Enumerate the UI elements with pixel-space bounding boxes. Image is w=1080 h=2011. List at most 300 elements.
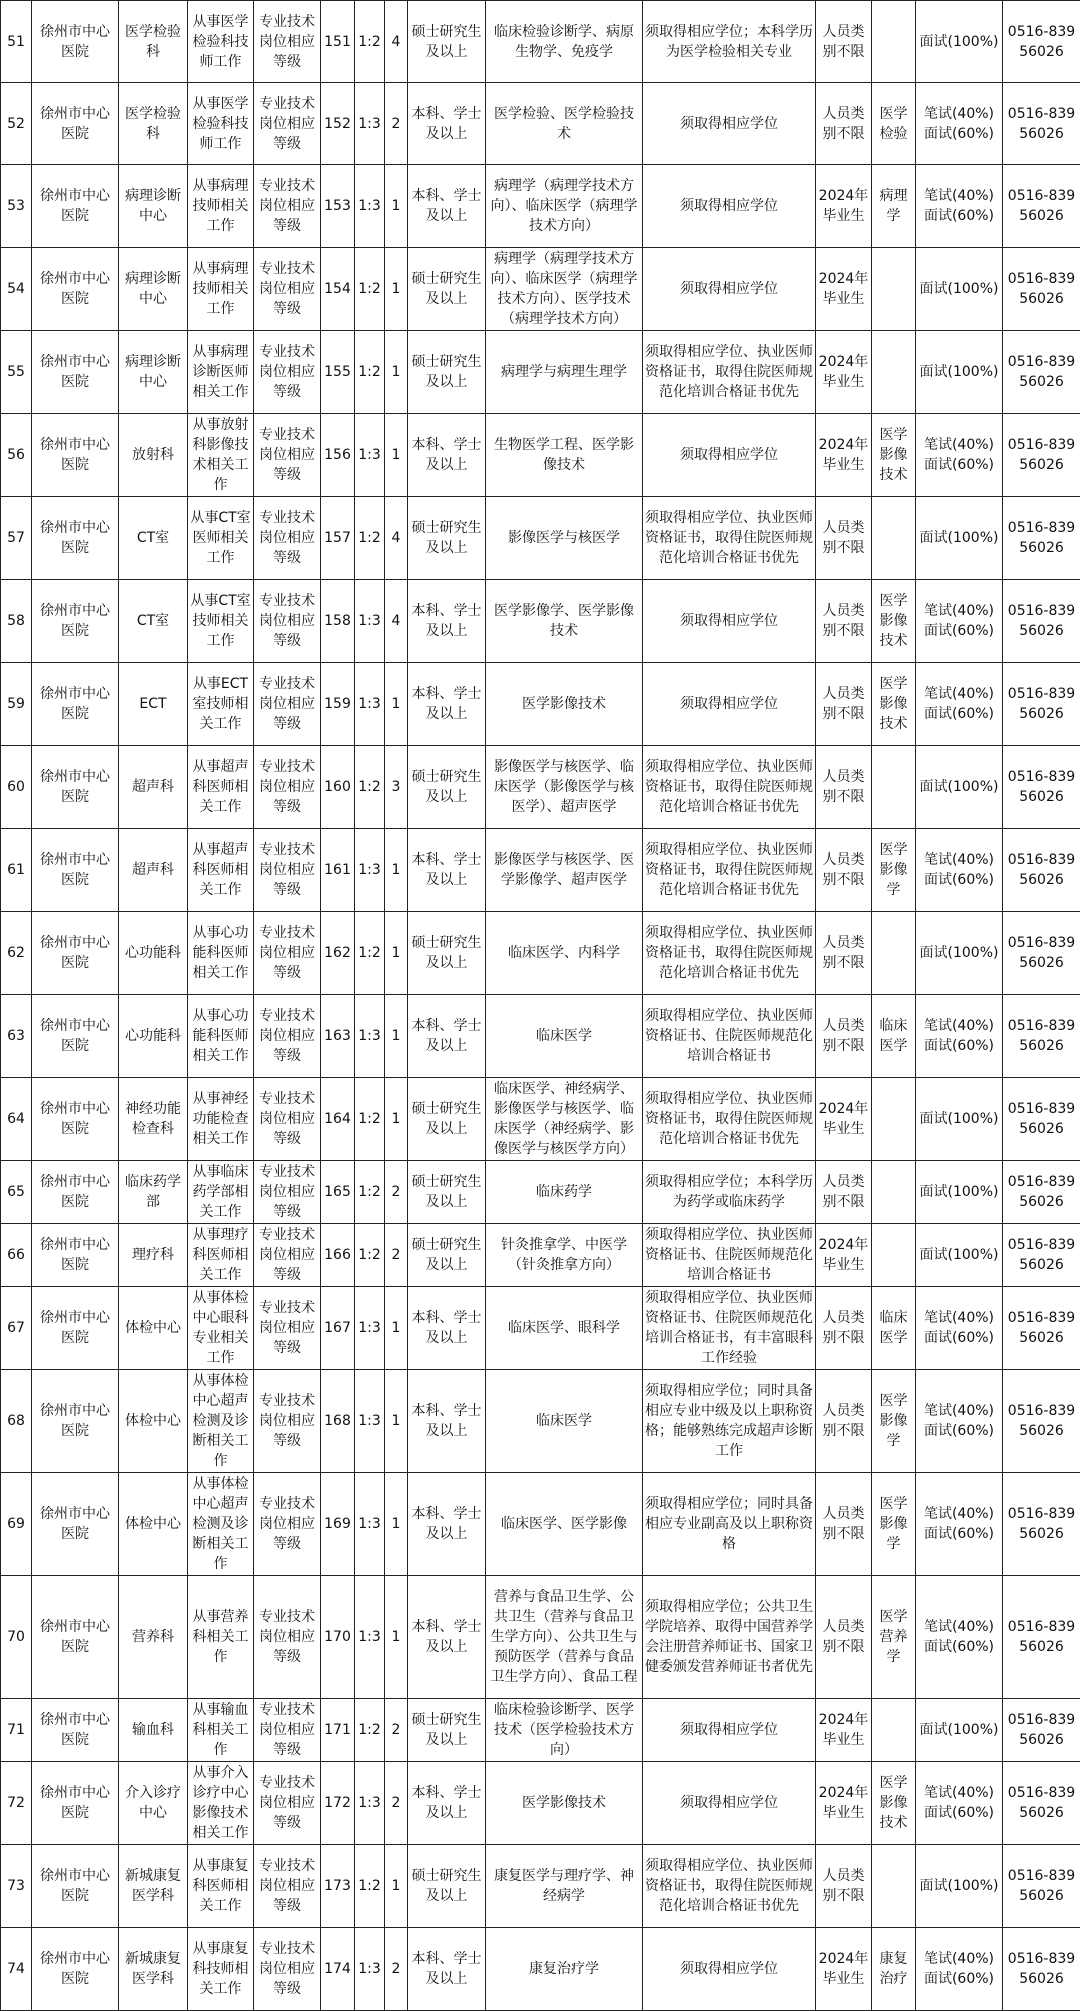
requirements-cell: 须取得相应学位 [643, 580, 816, 663]
education-cell: 硕士研究生及以上 [408, 497, 486, 580]
job-description-cell: 从事体检中心超声检测及诊断相关工作 [188, 1370, 254, 1473]
table-row [1, 1161, 1080, 1224]
exam-method-cell: 面试(100%) [916, 1845, 1003, 1928]
target-group-cell: 人员类别不限 [816, 1, 872, 83]
hire-count-cell: 1 [385, 912, 408, 995]
major-cell: 影像医学与核医学、医学影像学、超声医学 [486, 829, 643, 912]
contact-phone-cell: 0516-83956026 [1003, 829, 1080, 912]
major-cell: 康复医学与理疗学、神经病学 [486, 1845, 643, 1928]
target-group-cell: 人员类别不限 [816, 746, 872, 829]
education-cell: 硕士研究生及以上 [408, 1699, 486, 1762]
requirements-cell: 须取得相应学位 [643, 1762, 816, 1845]
exam-subject-cell [872, 1078, 916, 1161]
department-cell: 心功能科 [119, 995, 188, 1078]
department-cell: CT室 [119, 497, 188, 580]
row-number-cell: 59 [1, 663, 32, 746]
exam-method-cell: 面试(100%) [916, 1699, 1003, 1762]
position-code-cell: 162 [321, 912, 355, 995]
table-row [1, 165, 1080, 248]
unit-name-cell: 徐州市中心医院 [32, 1762, 119, 1845]
target-group-cell: 2024年毕业生 [816, 331, 872, 414]
department-cell: 体检中心 [119, 1370, 188, 1473]
table-row [1, 1699, 1080, 1762]
exam-ratio-cell: 1:2 [355, 1845, 385, 1928]
requirements-cell: 须取得相应学位 [643, 248, 816, 331]
department-cell: 放射科 [119, 414, 188, 497]
hire-count-cell: 1 [385, 829, 408, 912]
hire-count-cell: 1 [385, 1845, 408, 1928]
unit-name-cell: 徐州市中心医院 [32, 248, 119, 331]
table-row [1, 1473, 1080, 1576]
row-number-cell: 61 [1, 829, 32, 912]
requirements-cell: 须取得相应学位、执业医师资格证书，取得住院医师规范化培训合格证书优先 [643, 1078, 816, 1161]
education-cell: 硕士研究生及以上 [408, 1, 486, 83]
row-number-cell: 60 [1, 746, 32, 829]
requirements-cell: 须取得相应学位、执业医师资格证书、住院医师规范化培训合格证书 [643, 1224, 816, 1287]
major-cell: 临床医学 [486, 1370, 643, 1473]
exam-method-cell: 笔试(40%)面试(60%) [916, 1928, 1003, 2011]
row-number-cell: 63 [1, 995, 32, 1078]
job-level-cell: 专业技术岗位相应等级 [254, 1370, 321, 1473]
table-row [1, 1, 1080, 83]
unit-name-cell: 徐州市中心医院 [32, 1845, 119, 1928]
exam-ratio-cell: 1:2 [355, 1078, 385, 1161]
target-group-cell: 2024年毕业生 [816, 1078, 872, 1161]
job-description-cell: 从事CT室技师相关工作 [188, 580, 254, 663]
major-cell: 医学影像技术 [486, 663, 643, 746]
table-row [1, 1845, 1080, 1928]
job-description-cell: 从事病理技师相关工作 [188, 248, 254, 331]
job-description-cell: 从事神经功能检查相关工作 [188, 1078, 254, 1161]
position-code-cell: 163 [321, 995, 355, 1078]
target-group-cell: 人员类别不限 [816, 497, 872, 580]
target-group-cell: 人员类别不限 [816, 995, 872, 1078]
education-cell: 本科、学士及以上 [408, 414, 486, 497]
unit-name-cell: 徐州市中心医院 [32, 995, 119, 1078]
requirements-cell: 须取得相应学位；本科学历为医学检验相关专业 [643, 1, 816, 83]
job-level-cell: 专业技术岗位相应等级 [254, 1287, 321, 1370]
job-level-cell: 专业技术岗位相应等级 [254, 1762, 321, 1845]
contact-phone-cell: 0516-83956026 [1003, 83, 1080, 165]
exam-ratio-cell: 1:3 [355, 1370, 385, 1473]
row-number-cell: 68 [1, 1370, 32, 1473]
hire-count-cell: 1 [385, 663, 408, 746]
contact-phone-cell: 0516-83956026 [1003, 1161, 1080, 1224]
department-cell: 病理诊断中心 [119, 331, 188, 414]
exam-ratio-cell: 1:3 [355, 1576, 385, 1699]
major-cell: 医学影像学、医学影像技术 [486, 580, 643, 663]
exam-subject-cell: 医学影像技术 [872, 663, 916, 746]
contact-phone-cell: 0516-83956026 [1003, 497, 1080, 580]
requirements-cell: 须取得相应学位、执业医师资格证书，取得住院医师规范化培训合格证书优先 [643, 829, 816, 912]
hire-count-cell: 2 [385, 1699, 408, 1762]
exam-method-cell: 面试(100%) [916, 248, 1003, 331]
hire-count-cell: 1 [385, 1078, 408, 1161]
exam-subject-cell [872, 497, 916, 580]
target-group-cell: 2024年毕业生 [816, 1224, 872, 1287]
target-group-cell: 人员类别不限 [816, 1370, 872, 1473]
job-level-cell: 专业技术岗位相应等级 [254, 1576, 321, 1699]
table-row [1, 497, 1080, 580]
department-cell: 营养科 [119, 1576, 188, 1699]
major-cell: 病理学与病理生理学 [486, 331, 643, 414]
job-level-cell: 专业技术岗位相应等级 [254, 1473, 321, 1576]
requirements-cell: 须取得相应学位、执业医师资格证书、住院医师规范化培训合格证书 [643, 995, 816, 1078]
education-cell: 本科、学士及以上 [408, 663, 486, 746]
row-number-cell: 54 [1, 248, 32, 331]
table-row [1, 1928, 1080, 2011]
job-description-cell: 从事CT室医师相关工作 [188, 497, 254, 580]
major-cell: 影像医学与核医学 [486, 497, 643, 580]
exam-ratio-cell: 1:2 [355, 912, 385, 995]
education-cell: 本科、学士及以上 [408, 83, 486, 165]
row-number-cell: 64 [1, 1078, 32, 1161]
row-number-cell: 71 [1, 1699, 32, 1762]
job-description-cell: 从事介入诊疗中心影像技术相关工作 [188, 1762, 254, 1845]
contact-phone-cell: 0516-83956026 [1003, 1370, 1080, 1473]
position-code-cell: 165 [321, 1161, 355, 1224]
requirements-cell: 须取得相应学位 [643, 1928, 816, 2011]
major-cell: 针灸推拿学、中医学（针灸推拿方向） [486, 1224, 643, 1287]
table-row [1, 663, 1080, 746]
exam-method-cell: 笔试(40%)面试(60%) [916, 663, 1003, 746]
major-cell: 康复治疗学 [486, 1928, 643, 2011]
department-cell: 新城康复医学科 [119, 1928, 188, 2011]
major-cell: 临床医学 [486, 995, 643, 1078]
hire-count-cell: 1 [385, 1287, 408, 1370]
contact-phone-cell: 0516-83956026 [1003, 995, 1080, 1078]
exam-subject-cell: 医学影像技术 [872, 1762, 916, 1845]
contact-phone-cell: 0516-83956026 [1003, 1845, 1080, 1928]
requirements-cell: 须取得相应学位 [643, 83, 816, 165]
unit-name-cell: 徐州市中心医院 [32, 1576, 119, 1699]
requirements-cell: 须取得相应学位、执业医师资格证书，取得住院医师规范化培训合格证书优先 [643, 746, 816, 829]
row-number-cell: 53 [1, 165, 32, 248]
exam-method-cell: 面试(100%) [916, 497, 1003, 580]
job-description-cell: 从事营养科相关工作 [188, 1576, 254, 1699]
exam-method-cell: 笔试(40%)面试(60%) [916, 1762, 1003, 1845]
table-row [1, 1762, 1080, 1845]
contact-phone-cell: 0516-83956026 [1003, 1762, 1080, 1845]
education-cell: 硕士研究生及以上 [408, 331, 486, 414]
job-description-cell: 从事放射科影像技术相关工作 [188, 414, 254, 497]
exam-ratio-cell: 1:2 [355, 331, 385, 414]
education-cell: 本科、学士及以上 [408, 1370, 486, 1473]
contact-phone-cell: 0516-83956026 [1003, 1576, 1080, 1699]
major-cell: 临床检验诊断学、病原生物学、免疫学 [486, 1, 643, 83]
job-level-cell: 专业技术岗位相应等级 [254, 83, 321, 165]
position-code-cell: 158 [321, 580, 355, 663]
major-cell: 临床检验诊断学、医学技术（医学检验技术方向） [486, 1699, 643, 1762]
target-group-cell: 人员类别不限 [816, 912, 872, 995]
contact-phone-cell: 0516-83956026 [1003, 248, 1080, 331]
exam-subject-cell: 医学影像学 [872, 829, 916, 912]
job-level-cell: 专业技术岗位相应等级 [254, 580, 321, 663]
position-code-cell: 159 [321, 663, 355, 746]
job-description-cell: 从事康复科医师相关工作 [188, 1845, 254, 1928]
unit-name-cell: 徐州市中心医院 [32, 83, 119, 165]
position-code-cell: 173 [321, 1845, 355, 1928]
department-cell: 输血科 [119, 1699, 188, 1762]
exam-subject-cell: 医学营养学 [872, 1576, 916, 1699]
job-description-cell: 从事输血科相关工作 [188, 1699, 254, 1762]
position-code-cell: 161 [321, 829, 355, 912]
exam-ratio-cell: 1:3 [355, 414, 385, 497]
requirements-cell: 须取得相应学位；同时具备相应专业中级及以上职称资格；能够熟练完成超声诊断工作 [643, 1370, 816, 1473]
unit-name-cell: 徐州市中心医院 [32, 746, 119, 829]
hire-count-cell: 1 [385, 1576, 408, 1699]
unit-name-cell: 徐州市中心医院 [32, 1473, 119, 1576]
table-row [1, 331, 1080, 414]
exam-ratio-cell: 1:2 [355, 1161, 385, 1224]
department-cell: 病理诊断中心 [119, 165, 188, 248]
contact-phone-cell: 0516-83956026 [1003, 1224, 1080, 1287]
exam-ratio-cell: 1:2 [355, 746, 385, 829]
exam-subject-cell: 临床医学 [872, 1287, 916, 1370]
exam-ratio-cell: 1:2 [355, 1, 385, 83]
job-description-cell: 从事体检中心超声检测及诊断相关工作 [188, 1473, 254, 1576]
contact-phone-cell: 0516-83956026 [1003, 1473, 1080, 1576]
position-code-cell: 168 [321, 1370, 355, 1473]
position-code-cell: 166 [321, 1224, 355, 1287]
position-code-cell: 151 [321, 1, 355, 83]
major-cell: 营养与食品卫生学、公共卫生（营养与食品卫生学方向）、公共卫生与预防医学（营养与食品卫生学方向）、食品工程 [486, 1576, 643, 1699]
exam-subject-cell: 医学检验 [872, 83, 916, 165]
education-cell: 本科、学士及以上 [408, 1576, 486, 1699]
row-number-cell: 72 [1, 1762, 32, 1845]
job-description-cell: 从事康复科技师相关工作 [188, 1928, 254, 2011]
unit-name-cell: 徐州市中心医院 [32, 829, 119, 912]
hire-count-cell: 1 [385, 165, 408, 248]
hire-count-cell: 2 [385, 83, 408, 165]
hire-count-cell: 3 [385, 746, 408, 829]
target-group-cell: 2024年毕业生 [816, 165, 872, 248]
exam-ratio-cell: 1:2 [355, 248, 385, 331]
exam-ratio-cell: 1:3 [355, 1473, 385, 1576]
education-cell: 本科、学士及以上 [408, 829, 486, 912]
department-cell: CT室 [119, 580, 188, 663]
hire-count-cell: 1 [385, 1370, 408, 1473]
exam-method-cell: 面试(100%) [916, 1161, 1003, 1224]
major-cell: 病理学（病理学技术方向）、临床医学（病理学技术方向）、医学技术（病理学技术方向） [486, 248, 643, 331]
department-cell: ECT [119, 663, 188, 746]
job-level-cell: 专业技术岗位相应等级 [254, 1161, 321, 1224]
row-number-cell: 62 [1, 912, 32, 995]
education-cell: 本科、学士及以上 [408, 165, 486, 248]
target-group-cell: 人员类别不限 [816, 1473, 872, 1576]
exam-method-cell: 面试(100%) [916, 331, 1003, 414]
exam-method-cell: 笔试(40%)面试(60%) [916, 580, 1003, 663]
hire-count-cell: 2 [385, 1928, 408, 2011]
unit-name-cell: 徐州市中心医院 [32, 1928, 119, 2011]
exam-subject-cell [872, 1845, 916, 1928]
exam-ratio-cell: 1:2 [355, 1699, 385, 1762]
department-cell: 病理诊断中心 [119, 248, 188, 331]
requirements-cell: 须取得相应学位、执业医师资格证书，取得住院医师规范化培训合格证书优先 [643, 912, 816, 995]
hire-count-cell: 1 [385, 414, 408, 497]
unit-name-cell: 徐州市中心医院 [32, 1161, 119, 1224]
department-cell: 介入诊疗中心 [119, 1762, 188, 1845]
contact-phone-cell: 0516-83956026 [1003, 414, 1080, 497]
position-code-cell: 160 [321, 746, 355, 829]
education-cell: 本科、学士及以上 [408, 1928, 486, 2011]
hire-count-cell: 1 [385, 248, 408, 331]
exam-method-cell: 笔试(40%)面试(60%) [916, 829, 1003, 912]
target-group-cell: 人员类别不限 [816, 1845, 872, 1928]
job-level-cell: 专业技术岗位相应等级 [254, 1, 321, 83]
department-cell: 理疗科 [119, 1224, 188, 1287]
education-cell: 硕士研究生及以上 [408, 746, 486, 829]
requirements-cell: 须取得相应学位、执业医师资格证书，取得住院医师规范化培训合格证书优先 [643, 331, 816, 414]
target-group-cell: 2024年毕业生 [816, 414, 872, 497]
education-cell: 本科、学士及以上 [408, 995, 486, 1078]
job-level-cell: 专业技术岗位相应等级 [254, 248, 321, 331]
target-group-cell: 人员类别不限 [816, 829, 872, 912]
unit-name-cell: 徐州市中心医院 [32, 414, 119, 497]
table-row [1, 829, 1080, 912]
requirements-cell: 须取得相应学位 [643, 663, 816, 746]
target-group-cell: 2024年毕业生 [816, 1928, 872, 2011]
row-number-cell: 70 [1, 1576, 32, 1699]
exam-ratio-cell: 1:3 [355, 995, 385, 1078]
target-group-cell: 人员类别不限 [816, 1576, 872, 1699]
unit-name-cell: 徐州市中心医院 [32, 1287, 119, 1370]
major-cell: 临床药学 [486, 1161, 643, 1224]
hire-count-cell: 1 [385, 1473, 408, 1576]
unit-name-cell: 徐州市中心医院 [32, 1699, 119, 1762]
exam-method-cell: 面试(100%) [916, 912, 1003, 995]
table-row [1, 1370, 1080, 1473]
target-group-cell: 人员类别不限 [816, 1161, 872, 1224]
exam-method-cell: 面试(100%) [916, 1078, 1003, 1161]
exam-method-cell: 笔试(40%)面试(60%) [916, 995, 1003, 1078]
position-code-cell: 155 [321, 331, 355, 414]
job-level-cell: 专业技术岗位相应等级 [254, 414, 321, 497]
position-code-cell: 167 [321, 1287, 355, 1370]
exam-ratio-cell: 1:3 [355, 165, 385, 248]
exam-subject-cell [872, 1224, 916, 1287]
exam-subject-cell: 医学影像技术 [872, 580, 916, 663]
job-level-cell: 专业技术岗位相应等级 [254, 1845, 321, 1928]
requirements-cell: 须取得相应学位 [643, 165, 816, 248]
table-row [1, 248, 1080, 331]
education-cell: 硕士研究生及以上 [408, 1161, 486, 1224]
job-level-cell: 专业技术岗位相应等级 [254, 912, 321, 995]
requirements-cell: 须取得相应学位；同时具备相应专业副高及以上职称资格 [643, 1473, 816, 1576]
job-level-cell: 专业技术岗位相应等级 [254, 165, 321, 248]
education-cell: 本科、学士及以上 [408, 580, 486, 663]
job-level-cell: 专业技术岗位相应等级 [254, 1078, 321, 1161]
job-level-cell: 专业技术岗位相应等级 [254, 995, 321, 1078]
exam-subject-cell [872, 331, 916, 414]
table-row [1, 1287, 1080, 1370]
job-description-cell: 从事超声科医师相关工作 [188, 829, 254, 912]
exam-method-cell: 笔试(40%)面试(60%) [916, 1473, 1003, 1576]
exam-ratio-cell: 1:3 [355, 829, 385, 912]
major-cell: 临床医学、医学影像 [486, 1473, 643, 1576]
education-cell: 本科、学士及以上 [408, 1762, 486, 1845]
position-code-cell: 153 [321, 165, 355, 248]
job-description-cell: 从事超声科医师相关工作 [188, 746, 254, 829]
job-description-cell: 从事心功能科医师相关工作 [188, 912, 254, 995]
contact-phone-cell: 0516-83956026 [1003, 663, 1080, 746]
requirements-cell: 须取得相应学位、执业医师资格证书、住院医师规范化培训合格证书，有丰富眼科工作经验 [643, 1287, 816, 1370]
department-cell: 新城康复医学科 [119, 1845, 188, 1928]
contact-phone-cell: 0516-83956026 [1003, 1078, 1080, 1161]
education-cell: 硕士研究生及以上 [408, 1845, 486, 1928]
job-description-cell: 从事病理技师相关工作 [188, 165, 254, 248]
exam-method-cell: 笔试(40%)面试(60%) [916, 83, 1003, 165]
target-group-cell: 人员类别不限 [816, 580, 872, 663]
row-number-cell: 66 [1, 1224, 32, 1287]
exam-ratio-cell: 1:3 [355, 83, 385, 165]
job-description-cell: 从事医学检验科技师工作 [188, 1, 254, 83]
target-group-cell: 人员类别不限 [816, 83, 872, 165]
target-group-cell: 2024年毕业生 [816, 248, 872, 331]
table-row [1, 83, 1080, 165]
exam-subject-cell [872, 1, 916, 83]
job-description-cell: 从事临床药学部相关工作 [188, 1161, 254, 1224]
row-number-cell: 65 [1, 1161, 32, 1224]
education-cell: 硕士研究生及以上 [408, 912, 486, 995]
requirements-cell: 须取得相应学位 [643, 1699, 816, 1762]
exam-subject-cell: 医学影像技术 [872, 414, 916, 497]
job-description-cell: 从事理疗科医师相关工作 [188, 1224, 254, 1287]
major-cell: 病理学（病理学技术方向）、临床医学（病理学技术方向） [486, 165, 643, 248]
target-group-cell: 2024年毕业生 [816, 1762, 872, 1845]
education-cell: 本科、学士及以上 [408, 1287, 486, 1370]
hire-count-cell: 4 [385, 497, 408, 580]
hire-count-cell: 4 [385, 1, 408, 83]
education-cell: 硕士研究生及以上 [408, 248, 486, 331]
row-number-cell: 55 [1, 331, 32, 414]
row-number-cell: 67 [1, 1287, 32, 1370]
position-code-cell: 154 [321, 248, 355, 331]
exam-subject-cell [872, 746, 916, 829]
major-cell: 生物医学工程、医学影像技术 [486, 414, 643, 497]
requirements-cell: 须取得相应学位、执业医师资格证书，取得住院医师规范化培训合格证书优先 [643, 497, 816, 580]
exam-subject-cell: 病理学 [872, 165, 916, 248]
job-level-cell: 专业技术岗位相应等级 [254, 1699, 321, 1762]
education-cell: 硕士研究生及以上 [408, 1078, 486, 1161]
contact-phone-cell: 0516-83956026 [1003, 580, 1080, 663]
unit-name-cell: 徐州市中心医院 [32, 1, 119, 83]
exam-method-cell: 面试(100%) [916, 1224, 1003, 1287]
row-number-cell: 73 [1, 1845, 32, 1928]
job-description-cell: 从事病理诊断医师相关工作 [188, 331, 254, 414]
department-cell: 超声科 [119, 746, 188, 829]
contact-phone-cell: 0516-83956026 [1003, 165, 1080, 248]
position-code-cell: 152 [321, 83, 355, 165]
position-code-cell: 170 [321, 1576, 355, 1699]
contact-phone-cell: 0516-83956026 [1003, 746, 1080, 829]
unit-name-cell: 徐州市中心医院 [32, 663, 119, 746]
row-number-cell: 51 [1, 1, 32, 83]
position-code-cell: 169 [321, 1473, 355, 1576]
exam-subject-cell [872, 1161, 916, 1224]
department-cell: 超声科 [119, 829, 188, 912]
exam-ratio-cell: 1:3 [355, 1287, 385, 1370]
unit-name-cell: 徐州市中心医院 [32, 165, 119, 248]
row-number-cell: 58 [1, 580, 32, 663]
unit-name-cell: 徐州市中心医院 [32, 1224, 119, 1287]
contact-phone-cell: 0516-83956026 [1003, 1287, 1080, 1370]
table-row [1, 995, 1080, 1078]
department-cell: 临床药学部 [119, 1161, 188, 1224]
job-level-cell: 专业技术岗位相应等级 [254, 1224, 321, 1287]
major-cell: 医学影像技术 [486, 1762, 643, 1845]
contact-phone-cell: 0516-83956026 [1003, 1699, 1080, 1762]
